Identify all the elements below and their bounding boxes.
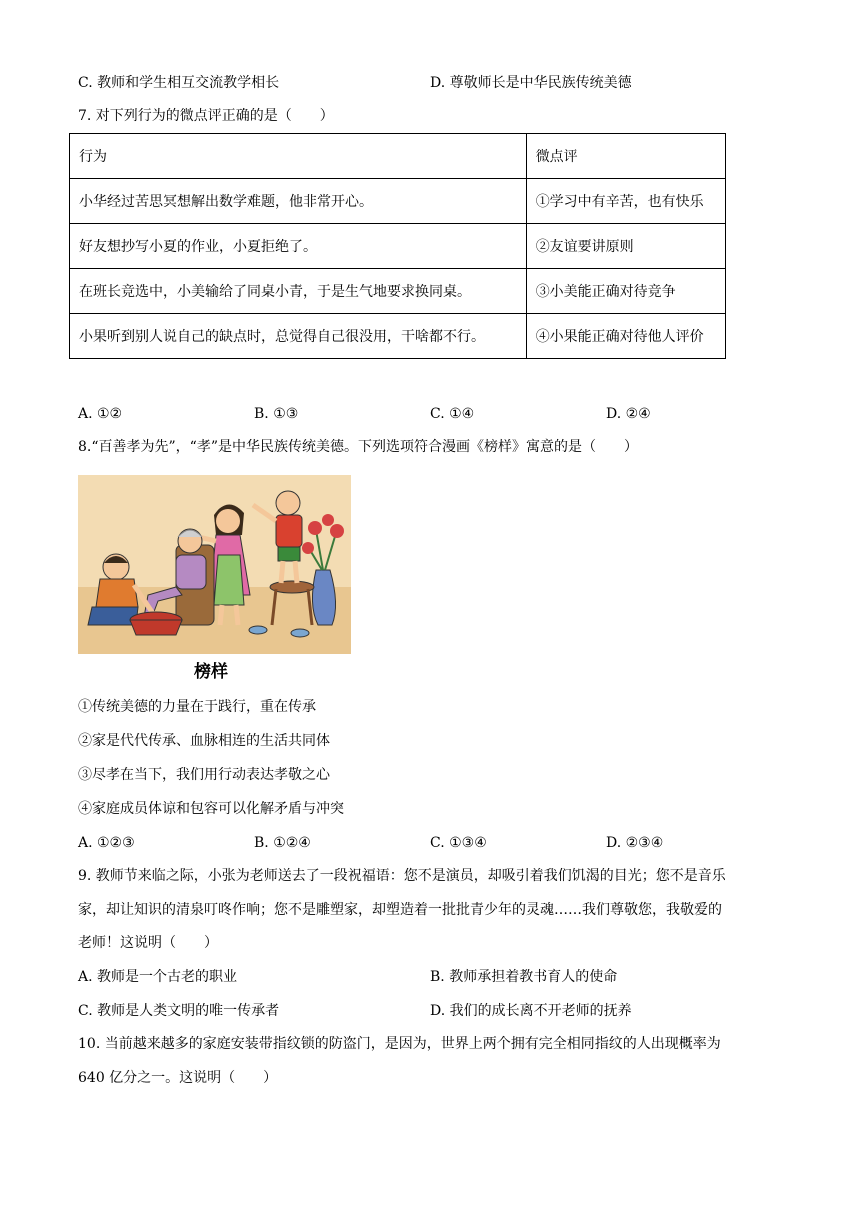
q8-statement-4: ④家庭成员体谅和包容可以化解矛盾与冲突	[78, 801, 344, 817]
q8-stem: 8.“百善孝为先”，“孝”是中华民族传统美德。下列选项符合漫画《榜样》寓意的是（ ）	[78, 439, 638, 455]
q8-option-c: C. ①③④	[430, 835, 487, 851]
q9-stem-line-2: 家，却让知识的清泉叮咚作响；您不是雕塑家，却塑造着一批批青少年的灵魂……我们尊敬您，我敬爱的	[78, 902, 722, 918]
q6-option-d: D. 尊敬师长是中华民族传统美德	[430, 75, 632, 91]
table-cell: 小华经过苦思冥想解出数学难题，他非常开心。	[70, 179, 527, 224]
q7-option-b: B. ①③	[254, 406, 299, 422]
q7-table	[69, 133, 726, 359]
table-cell: 好友想抄写小夏的作业，小夏拒绝了。	[70, 224, 527, 269]
q8-option-a: A. ①②③	[78, 835, 135, 851]
table-cell: ①学习中有辛苦，也有快乐	[526, 179, 725, 224]
q9-stem-line-3: 老师！这说明（ ）	[78, 935, 218, 951]
comic-illustration	[78, 475, 351, 654]
table-header-row	[70, 134, 726, 179]
q10-stem-line-1: 10. 当前越来越多的家庭安装带指纹锁的防盗门，是因为，世界上两个拥有完全相同指纹的人出现概率为	[78, 1036, 721, 1052]
q8-statement-1: ①传统美德的力量在于践行，重在传承	[78, 699, 316, 715]
q9-stem-line-1: 9. 教师节来临之际，小张为老师送去了一段祝福语：您不是演员，却吸引着我们饥渴的目光；您不是音乐	[78, 868, 726, 884]
table-cell: ③小美能正确对待竞争	[526, 269, 725, 314]
q8-statement-2: ②家是代代传承、血脉相连的生活共同体	[78, 733, 330, 749]
q7-option-d: D. ②④	[606, 406, 651, 422]
q6-option-c: C. 教师和学生相互交流教学相长	[78, 75, 280, 91]
table-cell: 在班长竞选中，小美输给了同桌小青，于是生气地要求换同桌。	[70, 269, 527, 314]
q7-option-a: A. ①②	[78, 406, 123, 422]
q8-statement-3: ③尽孝在当下，我们用行动表达孝敬之心	[78, 767, 330, 783]
q10-stem-line-2: 640 亿分之一。这说明（ ）	[78, 1070, 278, 1086]
table-cell: ②友谊要讲原则	[526, 224, 725, 269]
table-row	[70, 314, 726, 359]
table-cell: 小果听到别人说自己的缺点时，总觉得自己很没用，干啥都不行。	[70, 314, 527, 359]
table-row	[70, 179, 726, 224]
q7-option-c: C. ①④	[430, 406, 475, 422]
comic-caption: 榜样	[194, 662, 228, 682]
table-header-behavior: 行为	[70, 134, 527, 179]
q8-option-d: D. ②③④	[606, 835, 664, 851]
table-row	[70, 269, 726, 314]
q9-option-a: A. 教师是一个古老的职业	[78, 969, 238, 985]
q9-option-d: D. 我们的成长离不开老师的抚养	[430, 1003, 632, 1019]
table-row	[70, 224, 726, 269]
table-cell: ④小果能正确对待他人评价	[526, 314, 725, 359]
q7-stem: 7. 对下列行为的微点评正确的是（ ）	[78, 108, 334, 124]
table-header-comment: 微点评	[526, 134, 725, 179]
q9-option-c: C. 教师是人类文明的唯一传承者	[78, 1003, 280, 1019]
q8-option-b: B. ①②④	[254, 835, 311, 851]
comic-drawing	[78, 475, 351, 654]
q9-option-b: B. 教师承担着教书育人的使命	[430, 969, 618, 985]
